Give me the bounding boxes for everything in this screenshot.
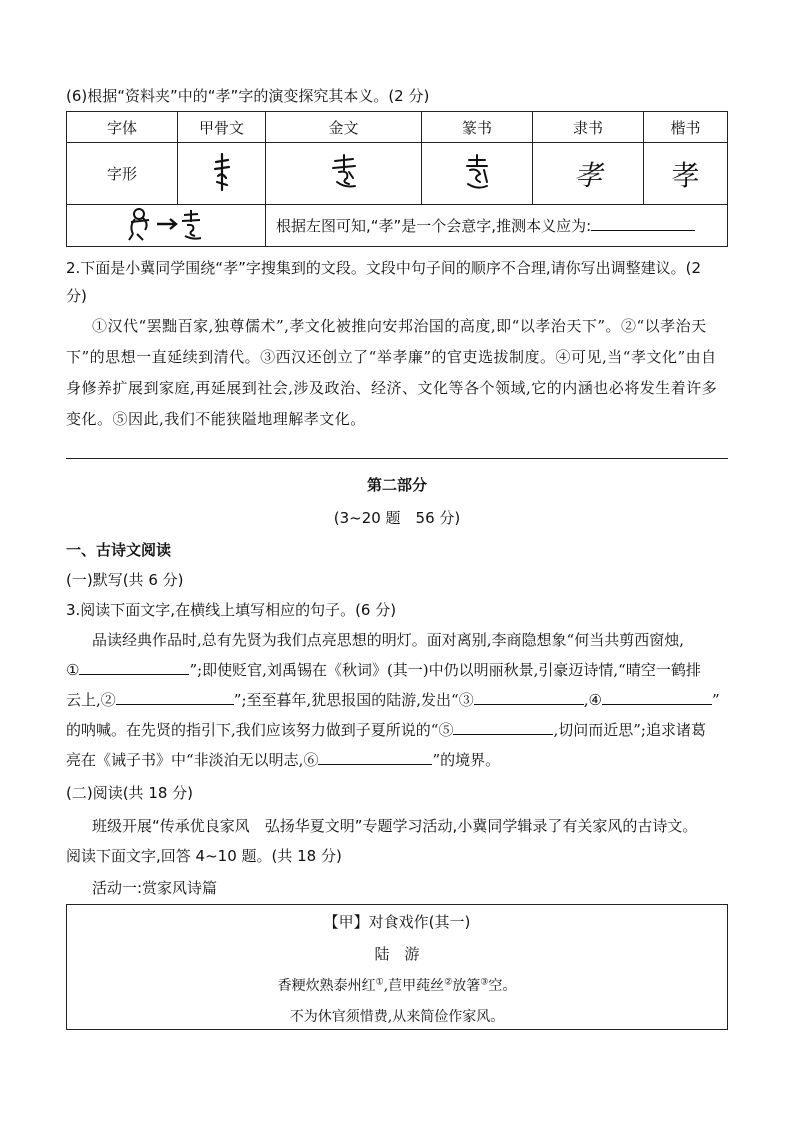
answer-blank-q6[interactable] <box>591 216 695 231</box>
inference-text: 根据左图可知,“孝”是一个会意字,推测本义应为: <box>276 217 592 235</box>
part2-title: 第二部分 <box>366 476 427 494</box>
poem-title: 【甲】对食戏作(其一) <box>323 913 471 931</box>
answer-blank-2[interactable] <box>116 690 234 705</box>
header-seal: 篆书 <box>422 112 533 143</box>
bronze-glyph-icon <box>266 143 422 205</box>
oracle-glyph-icon <box>178 143 266 205</box>
q6-title: (6)根据“资料夹”中的“孝”字的演变探究其本义。(2 分) <box>66 87 430 105</box>
q3-line5: 亮在《诫子书》中“非淡泊无以明志,⑥ ”的境界。 <box>66 751 501 769</box>
poem-box <box>66 904 728 1030</box>
reading-heading: (二)阅读(共 18 分) <box>66 784 194 802</box>
q3-title: 3.阅读下面文字,在横线上填写相应的句子。(6 分) <box>66 601 397 619</box>
q3-line4: 的呐喊。在先贤的指引下,我们应该努力做到子夏所说的“⑤ ,切问而近思”;追求诸葛 <box>66 721 706 739</box>
q2-title-line1: 2.下面是小冀同学围绕“孝”字搜集到的文段。文段中句子间的顺序不合理,请你写出调整建议。(2 <box>66 259 702 277</box>
section-divider <box>66 458 728 459</box>
clerical-glyph: 孝 <box>533 143 644 205</box>
answer-blank-6[interactable] <box>318 750 432 765</box>
poem-line2: 不为休官须惜费,从来简俭作家风。 <box>289 1009 505 1025</box>
dictation-heading: (一)默写(共 6 分) <box>66 571 184 589</box>
row-label-glyph: 字形 <box>67 143 178 205</box>
answer-blank-5[interactable] <box>453 720 553 735</box>
header-regular: 楷书 <box>644 112 728 143</box>
pictograph-icon <box>121 206 211 242</box>
header-clerical: 隶书 <box>533 112 644 143</box>
regular-glyph: 孝 <box>644 143 728 205</box>
inference-cell <box>266 205 728 247</box>
q3-line3: 云上,② ”;至至暮年,犹思报国的陆游,发出“③ ,④ ” <box>66 691 720 709</box>
q2-title-line2: 分) <box>66 287 87 305</box>
header-oracle: 甲骨文 <box>178 112 266 143</box>
intro-line2: 阅读下面文字,回答 4~10 题。(共 18 分) <box>66 847 342 865</box>
header-bronze: 金文 <box>266 112 422 143</box>
header-font: 字体 <box>67 112 178 143</box>
glyph-evolution-table <box>66 111 728 247</box>
poem-line1: 香粳炊熟泰州红①,苣甲莼丝②放箸③空。 <box>277 977 517 994</box>
section1-heading: 一、古诗文阅读 <box>66 541 172 559</box>
q3-line1: 品读经典作品时,总有先贤为我们点亮思想的明灯。面对离别,李商隐想象“何当共剪西窗烛, <box>92 631 684 649</box>
part2-subtitle: (3~20 题 56 分) <box>333 509 461 527</box>
answer-blank-3[interactable] <box>474 690 584 705</box>
pictograph-cell <box>67 205 266 247</box>
answer-blank-4[interactable] <box>602 690 712 705</box>
activity-heading: 活动一:赏家风诗篇 <box>92 879 218 897</box>
answer-blank-1[interactable] <box>79 660 189 675</box>
poem-author: 陆 游 <box>374 945 420 963</box>
seal-glyph-icon <box>422 143 533 205</box>
intro-line1: 班级开展“传承优良家风 弘扬华夏文明”专题学习活动,小冀同学辑录了有关家风的古诗文。 <box>92 817 698 835</box>
q2-passage: ①汉代“罢黜百家,独尊儒术”,孝文化被推向安邦治国的高度,即“以孝治天下”。②“以孝治天下”的思想一直延续到清代。③西汉还创立了“举孝廉”的官吏选拔制度。④可见,当“孝文化”由自身修养扩展到家庭,再延展到社会,涉及政治、经济、文化等各个领域,它的内涵也必将发生着许多变化。⑤因此,我们不能狭隘地理解孝文化。 <box>66 317 718 428</box>
q3-line2: ① ”;即使贬官,刘禹锡在《秋词》(其一)中仍以明丽秋景,引豪迈诗情,“晴空一鹤排 <box>66 661 701 679</box>
